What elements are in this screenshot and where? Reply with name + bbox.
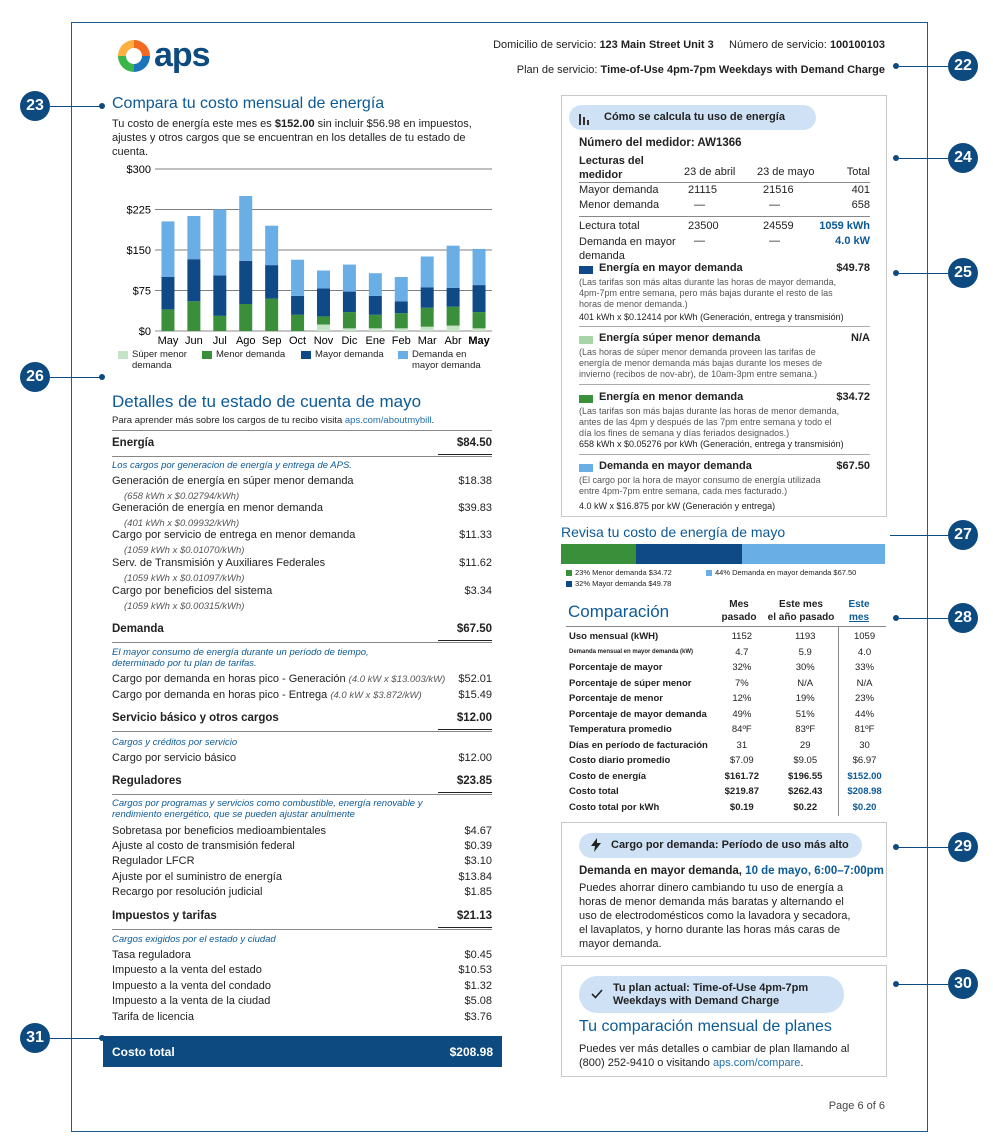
comparison-value: 1152 <box>731 631 753 643</box>
leader-dot <box>893 615 899 621</box>
total-cost-label: Costo total <box>112 1045 175 1059</box>
comparison-label: Días en período de facturación <box>569 739 708 751</box>
y-tick-label: $75 <box>132 285 151 298</box>
comparison-row <box>569 800 885 816</box>
block-rule <box>579 384 870 385</box>
comparison-value: 23% <box>855 693 875 705</box>
comparison-value: 84ºF <box>731 724 752 736</box>
readings-row: Lectura total 23500 24559 1059 kWh <box>579 220 870 232</box>
comparison-label: Costo de energía <box>569 770 647 782</box>
service-address: Domicilio de servicio: 123 Main Street Unit 3 Número de servicio: 100100103 <box>493 39 885 51</box>
bar-segment <box>473 285 486 312</box>
comparison-label: Porcentaje de mayor <box>569 662 663 674</box>
bar-segment <box>447 307 460 326</box>
bar-segment <box>343 312 356 328</box>
leader-23 <box>50 106 102 107</box>
bar-segment <box>369 328 382 331</box>
total-cost-amount: $208.98 <box>449 1045 493 1059</box>
comparison-row <box>569 707 885 723</box>
x-tick-label: May <box>157 335 179 347</box>
service-plan: Plan de servicio: Time-of-Use 4pm-7pm Weekdays with Demand Charge <box>516 64 885 76</box>
bar-segment <box>239 261 252 304</box>
bar-segment <box>421 256 434 287</box>
x-tick-label: Nov <box>313 335 334 347</box>
block-swatch <box>579 464 593 472</box>
comparison-value: 7% <box>734 677 749 689</box>
bar-segment <box>213 275 226 316</box>
page-number: Page 6 of 6 <box>828 1100 885 1112</box>
energy-note: Los cargos por generacion de energía y entrega de APS. <box>112 460 352 471</box>
block-calc: 658 kWh x $0.05276 por kWh (Generación, entrega y transmisión) <box>579 439 844 449</box>
bar-segment <box>291 296 304 315</box>
leader-28 <box>896 618 948 619</box>
bar-segment <box>343 292 356 313</box>
demand-note: determinado por tu plan de tarifas. <box>112 658 257 669</box>
details-list: Energía $84.50 Los cargos por generacion de energía y entrega de APS. Generación de energía en súper menor demanda $18.38 (658 kWh x $0.02794/kWh) Generación de energía en menor demanda $39.83 (401 kWh x $0.09932/kWh) Cargo por servicio de entrega en menor demanda $11.33 (1059 kWh x $0.01070/kWh) Serv. de Transmisión y Auxiliares Federales $11.62 (1059 kWh x $0.01097/kWh) Cargo por beneficios del sistema $3.34 (1059 kWh x $0.00315/kWh) Demanda $67.50 El mayor consumo de energía durante un período de tiempo, determinado por tu plan de tarifas. Cargo por demanda en horas pico - Generación (4.0 kW x $13.003/kW) $52.01 Cargo por demanda en horas pico - Entrega (4.0 kW x $3.872/kW) $15.49 Servicio básico y otros cargos $12.00 Cargos y créditos por servicio Cargo por servicio básico $12.00 Reguladores $23.85 Cargos por programas y servicios como combustible, energía renovable y rendimiento energético, que se pueden ajustar anulmente Sobretasa por beneficios medioambientales $4.67 Ajuste al costo de transmisión federal $0.39 Regulador LFCR $3.10 Ajuste por el suministro de energía $13.84 Recargo por resolución judicial $1.85 Impuestos y tarifas $21.13 Cargos exigidos por el estado y ciudad Tasa reguladora $0.45 Impuesto a la venta del estado $10.53 Impuesto a la venta del condado $1.32 Impuesto a la venta de la ciudad $5.08 Tarifa de licencia $3.76 <box>112 428 492 1033</box>
section-rule <box>112 794 492 795</box>
comparison-label: Temperatura promedio <box>569 724 672 736</box>
compare-title: Compara tu costo mensual de energía <box>112 95 385 112</box>
comparison-row <box>569 738 885 754</box>
line-item-calc: (401 kWh x $0.09932/kWh) <box>124 518 240 529</box>
bar-segment <box>447 246 460 288</box>
monthly-cost-chart <box>105 160 500 350</box>
x-tick-label: Oct <box>289 335 307 347</box>
block-desc: (Las tarifas son más altas durante las horas de mayor demanda, 4pm-7pm entre semana, pero más bajas durante el resto de las horas de menor demanda.) <box>579 277 837 309</box>
bar-segment <box>265 299 278 331</box>
peak-demand-pill <box>579 833 862 858</box>
comparison-value: 31 <box>736 739 748 751</box>
bar-segment <box>473 312 486 328</box>
callout-23: 23 <box>20 91 50 121</box>
bar-segment <box>213 316 226 331</box>
block-title: Energía en mayor demanda <box>599 262 743 274</box>
comparison-value: N/A <box>797 677 814 689</box>
bar-segment <box>187 301 200 331</box>
comparison-row <box>569 722 885 738</box>
comparison-value: 1193 <box>795 631 816 643</box>
bar-segment <box>265 226 278 265</box>
x-tick-label: May <box>468 335 490 347</box>
review-bar-segment <box>636 544 743 564</box>
leader-dot <box>99 103 105 109</box>
leader-dot <box>893 270 899 276</box>
comparison-head-this: Este mes <box>848 599 870 623</box>
comparison-label: Costo total por kWh <box>569 801 660 813</box>
bar-segment <box>343 265 356 292</box>
callout-22: 22 <box>948 51 978 81</box>
legend-label: Mayor demanda <box>315 349 384 360</box>
leader-dot <box>893 63 899 69</box>
review-swatch <box>706 570 712 576</box>
legend-label: Demanda en mayor demanda <box>412 349 481 371</box>
current-plan-label: Tu plan actual: Time-of-Use 4pm-7pm Weekdays with Demand Charge <box>613 982 809 1007</box>
bar-segment <box>291 315 304 331</box>
checkmark-icon <box>591 986 603 1004</box>
block-swatch <box>579 266 593 274</box>
comparison-value: 5.9 <box>798 646 812 658</box>
comparison-value: $208.98 <box>847 786 882 798</box>
comparison-value: 49% <box>732 708 752 720</box>
comparison-value: $219.87 <box>724 786 759 798</box>
callout-24: 24 <box>948 143 978 173</box>
comparison-value: 4.7 <box>735 646 749 658</box>
x-tick-label: Feb <box>391 335 411 347</box>
review-swatch <box>566 581 572 587</box>
chart-legend <box>118 349 498 377</box>
block-amount: $67.50 <box>836 460 870 472</box>
bar-segment <box>161 309 174 331</box>
comparison-head-last: Mes pasado <box>721 599 757 623</box>
comparison-value: 30% <box>795 662 815 674</box>
y-tick-label: $225 <box>126 204 151 217</box>
readings-col-label: Lecturas del medidor <box>579 155 644 181</box>
comparison-value: 32% <box>732 662 752 674</box>
leader-dot <box>893 981 899 987</box>
usage-block-super-off-peak <box>579 332 870 384</box>
comparison-value: 29 <box>799 739 811 751</box>
bar-segment <box>395 301 408 313</box>
bar-segment <box>473 249 486 285</box>
regulators-total-underline <box>438 792 492 793</box>
bar-segment <box>421 308 434 327</box>
leader-25 <box>896 273 948 274</box>
details-top-rule <box>112 430 492 431</box>
aps-logo-text: aps <box>154 36 210 74</box>
y-tick-label: $300 <box>126 164 151 176</box>
leader-dot <box>99 374 105 380</box>
line-item-calc: (1059 kWh x $0.00315/kWh) <box>124 601 245 612</box>
comparison-value: 30 <box>859 739 870 751</box>
peak-demand-pill-label: Cargo por demanda: Período de uso más alto <box>611 839 849 851</box>
bar-segment <box>447 288 460 307</box>
bar-segment <box>317 271 330 289</box>
comparison-row <box>569 629 885 645</box>
comparison-row <box>569 645 885 661</box>
comparison-value: 12% <box>732 693 752 705</box>
legend-swatch <box>202 351 212 359</box>
total-cost-bar <box>103 1036 502 1067</box>
bar-segment <box>291 260 304 296</box>
meter-number: Número del medidor: AW1366 <box>579 137 742 149</box>
regulators-note: rendimiento energético, que se pueden ajustar anulmente <box>112 809 355 820</box>
bar-segment <box>213 210 226 276</box>
block-desc: (El cargo por la hora de mayor consumo de energía utilizada entre 4pm-7pm entre semana, cada mes facturado.) <box>579 475 821 496</box>
block-title: Energía súper menor demanda <box>599 332 761 344</box>
basic-note: Cargos y créditos por servicio <box>112 737 238 748</box>
comparison-row <box>569 676 885 692</box>
review-cost-bar <box>561 544 885 564</box>
aps-logo-icon <box>114 36 154 76</box>
block-amount: N/A <box>851 332 870 344</box>
comparison-label: Porcentaje de súper menor <box>569 677 692 689</box>
taxes-total-underline <box>438 927 492 928</box>
leader-24 <box>896 158 948 159</box>
bar-segment <box>317 325 330 331</box>
block-calc: 401 kWh x $0.12414 por kWh (Generación, entrega y transmisión) <box>579 312 844 322</box>
callout-29: 29 <box>948 832 978 862</box>
comparison-value: 1059 <box>853 631 876 643</box>
callout-26: 26 <box>20 362 50 392</box>
x-tick-label: Ago <box>235 335 256 347</box>
x-tick-label: Jun <box>185 335 203 347</box>
bar-segment <box>369 273 382 296</box>
x-tick-label: Ene <box>365 335 386 347</box>
comparison-head-lastyear: Este mes el año pasado <box>767 599 835 623</box>
x-tick-label: Jul <box>212 335 227 347</box>
basic-total-underline <box>438 729 492 730</box>
y-tick-label: $0 <box>138 326 151 338</box>
block-title: Demanda en mayor demanda <box>599 460 752 472</box>
peak-demand-head: Demanda en mayor demanda, 10 de mayo, 6:00–7:00pm <box>579 865 884 877</box>
plan-compare-text: Puedes ver más detalles o cambiar de plan llamando al (800) 252-9410 o visitando aps.com/compare. <box>579 1043 850 1069</box>
plan-compare-title: Tu comparación mensual de planes <box>579 1018 832 1035</box>
line-item-calc: (1059 kWh x $0.01097/kWh) <box>124 573 245 584</box>
peak-demand-box <box>561 822 887 957</box>
comparison-row <box>569 753 885 769</box>
compare-plans-link[interactable]: aps.com/compare <box>712 1057 801 1069</box>
callout-25: 25 <box>948 258 978 288</box>
block-title: Energía en menor demanda <box>599 391 744 403</box>
bar-segment <box>187 259 200 301</box>
bar-segment <box>161 277 174 309</box>
comparison-value: $0.22 <box>793 801 818 813</box>
bar-segment <box>473 328 486 331</box>
usage-box <box>561 95 887 517</box>
comparison-row <box>569 769 885 785</box>
readings-row: Menor demanda — — 658 <box>579 199 870 211</box>
legend-swatch <box>398 351 408 359</box>
block-rule <box>579 454 870 455</box>
comparison-value: $152.00 <box>847 770 882 782</box>
demand-total-underline <box>438 640 492 641</box>
bar-segment <box>369 296 382 315</box>
comparison-value: $6.97 <box>852 755 877 767</box>
comparison-label: Costo diario promedio <box>569 755 671 767</box>
comparison-value: 33% <box>855 662 875 674</box>
bar-segment <box>265 265 278 298</box>
x-tick-label: Abr <box>444 335 462 347</box>
energy-total-underline <box>438 454 492 455</box>
legend-label: Menor demanda <box>216 349 286 360</box>
leader-dot <box>893 844 899 850</box>
section-rule <box>112 456 492 457</box>
leader-29 <box>896 847 948 848</box>
leader-27 <box>890 535 948 536</box>
peak-demand-text: Puedes ahorrar dinero cambiando tu uso de energía a horas de menor demanda más baratas y alternando el uso de electrodomésticos como la lavadora y secadora, el lavaplatos, y horno durante las horas más caras de mayor demanda. <box>579 882 851 950</box>
bar-chart-icon <box>579 112 591 124</box>
readings-col-apr: 23 de abril <box>684 166 736 178</box>
comparison-label: Porcentaje de mayor demanda <box>569 708 707 720</box>
leader-dot <box>893 155 899 161</box>
bar-segment <box>343 328 356 331</box>
readings-table <box>579 154 870 264</box>
comparison-table <box>569 629 885 815</box>
comparison-row <box>569 660 885 676</box>
block-desc: (Las horas de súper menor demanda proveen las tarifas de energía de menor demanda más bajas durante los meses de invierno (recibos de nov-abr), de 10am-3pm entre semana.) <box>579 347 823 379</box>
block-swatch <box>579 336 593 344</box>
details-intro: Para aprender más sobre los cargos de tu recibo visita aps.com/aboutmybill. <box>112 415 435 426</box>
bar-segment <box>395 277 408 301</box>
legend-swatch <box>118 351 128 359</box>
block-swatch <box>579 395 593 403</box>
bar-segment <box>447 326 460 331</box>
comparison-value: $196.55 <box>788 770 823 782</box>
comparison-value: 83ºF <box>795 724 816 736</box>
leader-22 <box>896 66 948 67</box>
section-rule <box>112 642 492 643</box>
lightning-icon <box>591 838 601 857</box>
comparison-value: $262.43 <box>788 786 823 798</box>
regulators-note: Cargos por programas y servicios como combustible, energía renovable y <box>112 798 423 809</box>
comparison-value: $0.20 <box>852 801 877 813</box>
callout-28: 28 <box>948 603 978 633</box>
legend-label: Súper menor demanda <box>132 349 187 371</box>
legend-swatch <box>301 351 311 359</box>
review-title: Revisa tu costo de energía de mayo <box>561 524 786 540</box>
readings-row: Mayor demanda 21115 21516 401 <box>579 184 870 196</box>
usage-block-peak-energy <box>579 262 870 327</box>
callout-27: 27 <box>948 520 978 550</box>
readings-col-may: 23 de mayo <box>757 166 815 178</box>
comparison-value: $7.09 <box>729 755 754 767</box>
demand-note: El mayor consumo de energía durante un período de tiempo, <box>112 647 369 658</box>
usage-pill-label: Cómo se calcula tu uso de energía <box>604 111 785 123</box>
comparison-title: Comparación <box>568 602 670 621</box>
line-item-calc: (1059 kWh x $0.01070/kWh) <box>124 545 245 556</box>
comparison-value: 81ºF <box>854 724 875 736</box>
comparison-label: Demanda mensual en mayor demanda (kW) <box>569 649 694 656</box>
comparison-value: $161.72 <box>724 770 759 782</box>
callout-31: 31 <box>20 1023 50 1053</box>
usage-block-off-peak-energy <box>579 391 870 456</box>
readings-col-total: Total <box>846 166 870 178</box>
bar-segment <box>161 221 174 277</box>
bar-segment <box>395 313 408 328</box>
details-title: Detalles de tu estado de cuenta de mayo <box>112 392 422 411</box>
bar-segment <box>421 287 434 308</box>
bar-segment <box>239 196 252 261</box>
comparison-value: 51% <box>795 708 815 720</box>
readings-row: Demanda en mayor demanda — — 4.0 kW <box>579 235 870 262</box>
bar-segment <box>317 316 330 324</box>
about-bill-link[interactable]: aps.com/aboutmybill <box>344 415 432 426</box>
block-calc: 4.0 kW x $16.875 por kW (Generación y entrega) <box>579 501 776 511</box>
aps-logo <box>114 36 224 76</box>
review-swatch <box>566 570 572 576</box>
bar-segment <box>239 304 252 331</box>
block-amount: $34.72 <box>836 391 870 403</box>
comparison-value: $0.19 <box>729 801 754 813</box>
y-tick-label: $150 <box>126 245 151 257</box>
readings-rule <box>579 182 870 183</box>
comparison-row <box>569 784 885 800</box>
comparison-row <box>569 691 885 707</box>
usage-pill <box>569 105 816 130</box>
comparison-value: 4.0 <box>857 646 872 658</box>
comparison-label: Uso mensual (kWH) <box>569 631 659 643</box>
bar-segment <box>395 328 408 331</box>
review-bar-segment <box>742 544 885 564</box>
x-tick-label: Dic <box>341 335 358 347</box>
comparison-value: 19% <box>795 693 815 705</box>
bar-segment <box>369 315 382 329</box>
callout-30: 30 <box>948 969 978 999</box>
leader-26 <box>50 377 102 378</box>
plan-box <box>561 965 887 1077</box>
comparison-label: Porcentaje de menor <box>569 693 663 705</box>
section-rule <box>112 929 492 930</box>
usage-block-peak-demand <box>579 460 870 514</box>
x-tick-label: Sep <box>261 335 282 347</box>
line-item-calc: (658 kWh x $0.02794/kWh) <box>124 491 240 502</box>
comparison-value: $9.05 <box>793 755 818 767</box>
readings-rule <box>579 216 870 217</box>
leader-30 <box>896 984 948 985</box>
section-rule <box>112 731 492 732</box>
bar-segment <box>421 327 434 331</box>
comparison-label: Costo total <box>569 786 619 798</box>
leader-31 <box>50 1038 102 1039</box>
taxes-note: Cargos exigidos por el estado y ciudad <box>112 934 276 945</box>
bar-segment <box>317 288 330 316</box>
current-plan-pill <box>579 976 844 1013</box>
review-legend: 23% Menor demanda $34.72 32% Mayor demanda $49.78 44% Demanda en mayor demanda $67.50 <box>566 568 886 590</box>
block-desc: (Las tarifas son más bajas durante las horas de menor demanda, antes de las 4pm y después de las 7pm entre semana y todo el día los fines de semana y días feriados designados.) <box>579 406 840 438</box>
compare-text: Tu costo de energía este mes es $152.00 sin incluir $56.98 en impuestos, ajustes y otros cargos que se encuentran en los detalles de tu estado de cuenta. <box>112 118 472 158</box>
block-amount: $49.78 <box>836 262 870 274</box>
review-bar-segment <box>561 544 636 564</box>
x-tick-label: Mar <box>417 335 437 347</box>
comparison-value: N/A <box>856 677 873 689</box>
comparison-value: 44% <box>855 708 875 720</box>
block-rule <box>579 326 870 327</box>
bar-segment <box>187 216 200 259</box>
